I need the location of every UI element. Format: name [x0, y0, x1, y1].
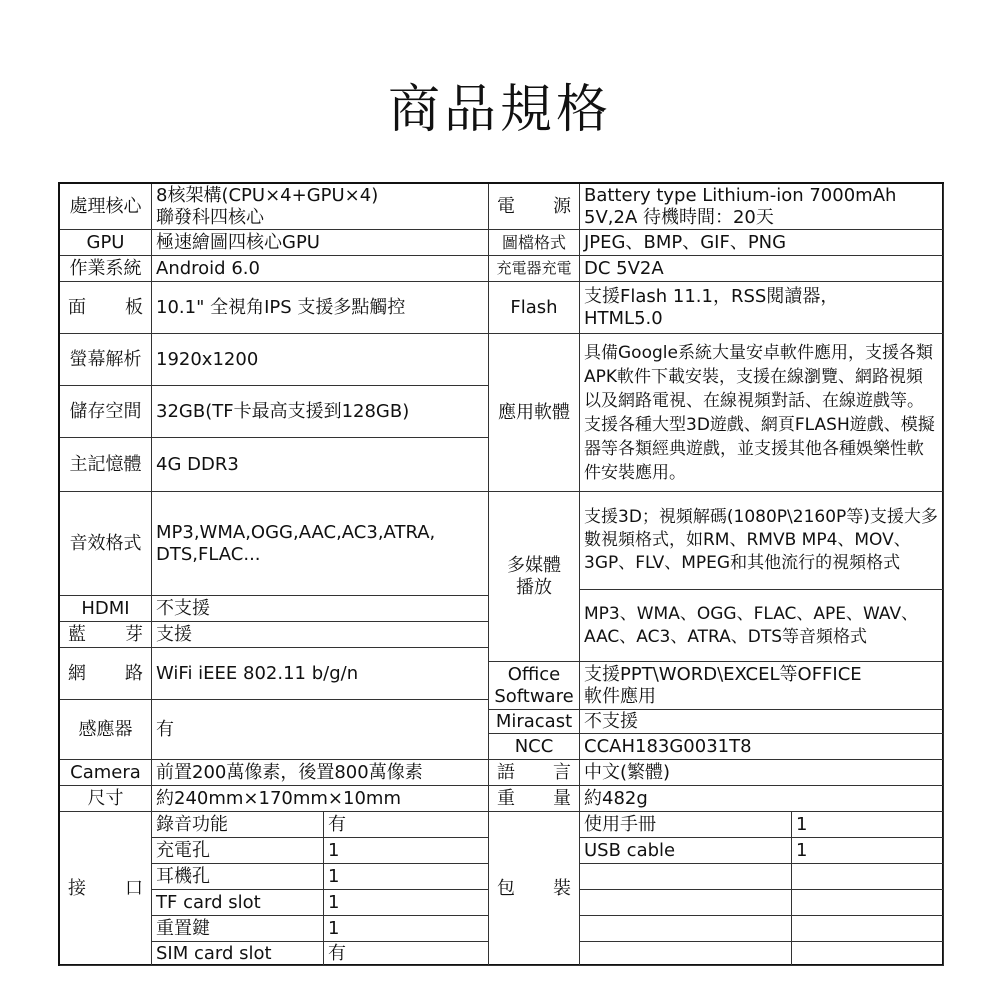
value-power: Battery type Lithium-ion 7000mAh 5V,2A 待機時間：20天 [580, 184, 944, 230]
package-item-name [580, 916, 792, 942]
value-apps: 具備Google系統大量安卓軟件應用，支援各類APK軟件下載安裝，支援在線瀏覽、網路視頻以及網路電視、在線視頻對話、在線遊戲等。支援各種大型3D遊戲、網頁FLASH遊戲、模擬器等各類經典遊戲，並支援其他各種娛樂性軟件安裝應用。 [580, 334, 944, 492]
package-item-name [580, 890, 792, 916]
value-office: 支援PPT\WORD\EXCEL等OFFICE 軟件應用 [580, 662, 944, 710]
package-item-value [792, 864, 944, 890]
value-ncc: CCAH183G0031T8 [580, 734, 944, 760]
value-flash: 支援Flash 11.1，RSS閱讀器， HTML5.0 [580, 282, 944, 334]
label-char: 接 [68, 877, 86, 899]
label-char: 路 [125, 662, 143, 684]
package-item-value [792, 916, 944, 942]
port-name: TF card slot [152, 890, 324, 916]
value-gpu: 極速繪圖四核心GPU [152, 230, 489, 256]
value-bluetooth: 支援 [152, 622, 489, 648]
port-name: 重置鍵 [152, 916, 324, 942]
label-panel [60, 282, 152, 334]
port-name: 錄音功能 [152, 812, 324, 838]
label-office: Office Software [489, 662, 580, 710]
label-char: 量 [553, 787, 571, 809]
package-item-value: 1 [792, 838, 944, 864]
value-video: 支援3D；視頻解碼(1080P\2160P等)支援大多數視頻格式，如RM、RMVB MP4、MOV、3GP、FLV、MPEG和其他流行的視頻格式 [580, 492, 944, 590]
value-charger: DC 5V2A [580, 256, 944, 282]
port-value: 1 [324, 864, 489, 890]
label-char: 網 [68, 662, 86, 684]
label-char: 面 [68, 296, 86, 318]
package-item-value: 1 [792, 812, 944, 838]
value-cpu: 8核架構(CPU×4+GPU×4) 聯發科四核心 [152, 184, 489, 230]
label-char: 包 [497, 877, 515, 899]
label-charger: 充電器充電 [489, 256, 580, 282]
label-char: 電 [497, 195, 515, 217]
label-char: 藍 [68, 623, 86, 645]
value-camera: 前置200萬像素，後置800萬像素 [152, 760, 489, 786]
label-char: 源 [553, 195, 571, 217]
value-hdmi: 不支援 [152, 596, 489, 622]
package-item-name: 使用手冊 [580, 812, 792, 838]
label-miracast: Miracast [489, 710, 580, 734]
label-char: 裝 [553, 877, 571, 899]
port-value: 有 [324, 942, 489, 966]
value-size: 約240mm×170mm×10mm [152, 786, 489, 812]
label-char: 語 [497, 761, 515, 783]
spec-table [58, 182, 944, 966]
label-ram: 主記憶體 [60, 438, 152, 492]
label-network [60, 648, 152, 700]
port-value: 1 [324, 838, 489, 864]
value-sensor: 有 [152, 700, 489, 760]
value-storage: 32GB(TF卡最高支援到128GB) [152, 386, 489, 438]
label-bluetooth [60, 622, 152, 648]
port-value: 有 [324, 812, 489, 838]
page-title: 商品規格 [387, 80, 612, 140]
value-language: 中文(繁體) [580, 760, 944, 786]
label-size: 尺寸 [60, 786, 152, 812]
package-item-name [580, 942, 792, 966]
label-power [489, 184, 580, 230]
value-miracast: 不支援 [580, 710, 944, 734]
port-name: 耳機孔 [152, 864, 324, 890]
value-audio: MP3、WMA、OGG、FLAC、APE、WAV、AAC、AC3、ATRA、DTS等音頻格式 [580, 590, 944, 662]
label-gpu: GPU [60, 230, 152, 256]
label-weight [489, 786, 580, 812]
label-hdmi: HDMI [60, 596, 152, 622]
label-char: 言 [553, 761, 571, 783]
label-multimedia: 多媒體 播放 [489, 492, 580, 662]
label-resolution: 螢幕解析 [60, 334, 152, 386]
label-char: 芽 [125, 623, 143, 645]
package-item-value [792, 890, 944, 916]
port-value: 1 [324, 916, 489, 942]
label-cpu: 處理核心 [60, 184, 152, 230]
port-name: SIM card slot [152, 942, 324, 966]
label-image-format: 圖檔格式 [489, 230, 580, 256]
label-ncc: NCC [489, 734, 580, 760]
label-sensor: 感應器 [60, 700, 152, 760]
label-char: 板 [125, 296, 143, 318]
value-ram: 4G DDR3 [152, 438, 489, 492]
label-char: 重 [497, 787, 515, 809]
label-flash: Flash [489, 282, 580, 334]
label-char: 口 [125, 877, 143, 899]
value-image-format: JPEG、BMP、GIF、PNG [580, 230, 944, 256]
value-audio-format: MP3,WMA,OGG,AAC,AC3,ATRA, DTS,FLAC... [152, 492, 489, 596]
value-weight: 約482g [580, 786, 944, 812]
label-ports [60, 812, 152, 966]
label-package [489, 812, 580, 966]
label-language [489, 760, 580, 786]
package-item-name: USB cable [580, 838, 792, 864]
package-item-name [580, 864, 792, 890]
package-item-value [792, 942, 944, 966]
label-audio-format: 音效格式 [60, 492, 152, 596]
label-apps: 應用軟體 [489, 334, 580, 492]
port-name: 充電孔 [152, 838, 324, 864]
label-camera: Camera [60, 760, 152, 786]
value-os: Android 6.0 [152, 256, 489, 282]
port-value: 1 [324, 890, 489, 916]
label-os: 作業系統 [60, 256, 152, 282]
value-panel: 10.1" 全視角IPS 支援多點觸控 [152, 282, 489, 334]
label-storage: 儲存空間 [60, 386, 152, 438]
value-network: WiFi iEEE 802.11 b/g/n [152, 648, 489, 700]
value-resolution: 1920x1200 [152, 334, 489, 386]
